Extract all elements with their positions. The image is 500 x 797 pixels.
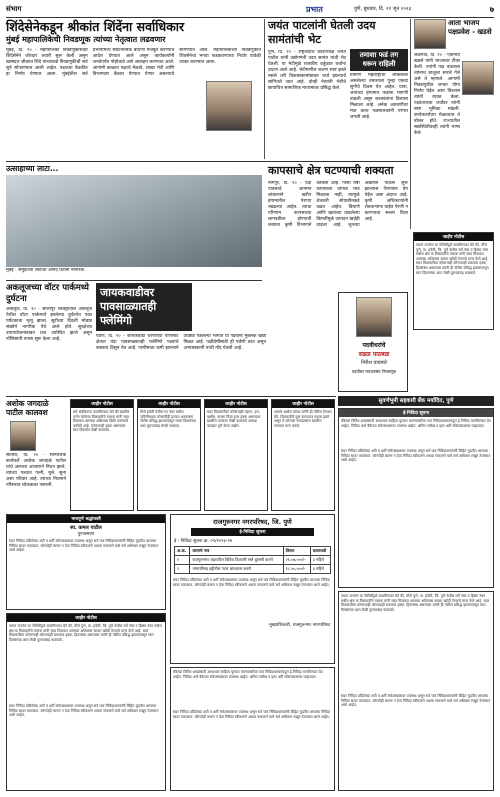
zp-cell: ३ महिने [310, 556, 330, 565]
main-subhead: मुंबई महापालिकेची निवडणूक त्यांच्या नेतृत्वात लढवणार [6, 35, 166, 44]
bottom-right-filler: सदर निविदा प्रक्रियेच्या अटी व शर्ती संकेतस्थळावर उपलब्ध असून सर्व पात्र निविदाधारकांनी विहित मुदतीत आपल्या निविदा सादर कराव्यात. कोणतेही कारण न देता निविदा स्वीकारणे अथवा नाकारणे याचे सर्व अधिकार राखून ठेवण्यात आले आहेत. [341, 694, 491, 708]
jayant-headline: जयंत पाटलांनी घेतली उदय सामंतांची भेट [268, 19, 376, 46]
section-rule-3 [6, 396, 336, 397]
right-notice-body: तमाम जनतेस या नोटीसीद्वारे कळविण्यात येते की, मौजे पुणे, ता. हवेली, जि. पुणे येथील सर्वे नंबर व हिस्सा नंबर मधील क्षेत्र या मिळकतीचे मालक यांनी सदर मिळकत आमच्या अशिलास कायम खरेदी देण्याचे मान्य केले आहे. सदर मिळकतीवर कोणाचाही कोणत्याही प्रकारचा हक्क, हितसंबंध असल्यास त्यांनी ही नोटीस प्रसिद्ध झाल्यापासून सात दिवसांच्या आत लेखी पुराव्यासह कळवावे. [416, 243, 489, 275]
main-story [6, 19, 261, 159]
patil-body: सातारा, दि. २० - सामाजिक कार्यकर्ते अशोक जगदाळे पाटील यांचे अल्पशा आजाराने निधन झाले. त्यांच्या पश्चात पत्नी, मुले, सुना असा परिवार आहे. त्यांच्या निधनाने परिसरात शोककळा पसरली. [6, 453, 66, 488]
notice-1 [70, 399, 134, 511]
notice-4-title: जाहीर नोटीस [272, 400, 334, 408]
corner-ad-note: पुण्यस्मरण [77, 532, 95, 537]
right-headline: आता भाजप पक्षप्रवेश - खडसे [448, 19, 492, 36]
right-inset-photo [462, 61, 494, 95]
notice-4-body: आमचे अशील यांच्या वतीने ही नोटीस देण्यात येते. मिळकतीचे मूळ कागदपत्र गहाळ झाले असून ते कोणास सापडल्यास खालील पत्त्यावर परत करावे. [274, 410, 332, 428]
zp-cell: २ [175, 565, 190, 574]
right-body: जळगाव, दि. २० - एकनाथ खडसे यांनी भाजपवर टीका केली. ज्यांनी पक्ष वाढवला त्यांनाच बाजूला सारले गेले असे ते म्हणाले. आगामी निवडणुकीत जनता योग्य निर्णय घेईल असा विश्वास त्यांनी व्यक्त केला. पक्षांतराच्या चर्चांवर त्यांनी स्पष्ट भूमिका मांडली. कार्यकर्त्यांच्या मेळाव्यात ते बोलत होते. राज्यातील सद्यस्थितीवरही त्यांनी भाष्य केले. [414, 53, 460, 136]
tender-filler: सदर निविदा प्रक्रियेच्या अटी व शर्ती संकेतस्थळावर उपलब्ध असून सर्व पात्र निविदाधारकांनी विहित मुदतीत आपल्या निविदा सादर कराव्यात. कोणतेही कारण न देता निविदा स्वीकारणे अथवा नाकारणे याचे सर्व अधिकार राखून ठेवण्यात आले आहेत. [341, 449, 491, 463]
page-number: ७ [489, 5, 494, 14]
zp-th-time: कालावधी [310, 547, 330, 556]
notice-2 [137, 399, 201, 511]
zp-title: राजगुरुनगर नगरपरिषद, जि. पुणे [213, 518, 292, 526]
jayakwadi-headline: जायकवाडीवर पावसाळ्यातही फ्लेमिंगो [96, 283, 192, 331]
candidate-photo [356, 297, 392, 337]
zp-cell: नगरपरिषद हद्दीतील गटार बांधकाम करणे [190, 565, 283, 574]
date-line: पुणे, बुधवार, दि. २१ जून २०२३ [354, 6, 412, 12]
photo-caption: उत्साहाच्या लाटा... [6, 164, 59, 173]
cotton-body: नागपूर, दि. २० - यंदा पावसाचे आगमन लांबल्याने खरीप हंगामातील पेरण्या रखडल्या आहेत. त्याचा परिणाम कापसाच्या लागवडीवर होण्याची शक्यता कृषी विभागाने वर्तवली आहे. गेल्या वर्षी कापसाला चांगला भाव मिळाला नाही, त्यामुळे शेतकरी सोयाबीनकडे वळत आहेत. बियाणे आणि खतांच्या वाढलेल्या किमतींमुळे उत्पादन खर्चही वाढला आहे. जूनच्या अखेरीस पाऊस सुरू झाल्यास पेरण्यांना वेग येईल असा अंदाज आहे. कृषी अधिकाऱ्यांनी शेतकऱ्यांना घाईत पेरणी न करण्याचा सल्ला दिला आहे. [268, 181, 408, 228]
bottom-notice-filler: सदर निविदा प्रक्रियेच्या अटी व शर्ती संकेतस्थळावर उपलब्ध असून सर्व पात्र निविदाधारकांनी विहित मुदतीत आपल्या निविदा सादर कराव्यात. कोणतेही कारण न देता निविदा स्वीकारणे अथवा नाकारणे याचे सर्व अधिकार राखून ठेवण्यात आले आहेत. [9, 704, 159, 718]
right-notice-title: जाहीर नोटीस [414, 233, 493, 241]
notice-2-body: मौजे हवेली येथील गट नंबर मधील जमिनीबाबत कोणाचीही हरकत असल्यास नोटीस प्रसिद्ध झाल्यापासून पंधरा दिवसांच्या आत पुराव्यासह संपर्क साधावा. [140, 410, 196, 428]
tamasha-body: ग्रामीण महाराष्ट्राची लोककला असलेल्या तमाशाला पुन्हा एकदा सुगीचे दिवस येत आहेत. यात्रा, जत्रांच्या हंगामात फडांना मागणी वाढली असून कलावंतांना दिलासा मिळाला आहे. अनेक अडचणींवर मात करत फडमालकांनी परंपरा जपली आहे. [350, 73, 408, 120]
candidate-ad-title: पदवीधरांचे [362, 342, 386, 349]
zp-subtitle: ई-निविदा सूचना [191, 528, 314, 536]
col-divider-2 [410, 19, 411, 229]
zp-table-header [175, 547, 331, 556]
water-story [6, 283, 92, 393]
bottom-middle-filler: सदर निविदा प्रक्रियेच्या अटी व शर्ती संकेतस्थळावर उपलब्ध असून सर्व पात्र निविदाधारकांनी विहित मुदतीत आपल्या निविदा सादर कराव्यात. कोणतेही कारण न देता निविदा स्वीकारणे अथवा नाकारणे याचे सर्व अधिकार राखून ठेवण्यात आले आहेत. [173, 710, 331, 719]
jayakwadi-body: पैठण, दि. २० - जायकवाडी धरणाच्या पाणलोट क्षेत्रात यंदा पावसाळ्यातही फ्लेमिंगो पक्ष्यांचे वास्तव्य दिसून येत आहे. पाणीसाठा कमी झाल्याने उघड्या पडलेल्या भागात या पक्ष्यांना मुबलक खाद्य मिळत आहे. पक्षीप्रेमींसाठी ही पर्वणी ठरत असून अभ्यासकांनी याची नोंद घेतली आहे. [96, 334, 266, 351]
zp-th-work: कामाचे नाव [190, 547, 283, 556]
patil-headline: अशोक जगदाळे पाटील कालवश [6, 399, 49, 417]
jayant-story [268, 19, 408, 159]
zp-cell: १ [175, 556, 190, 565]
zp-filler: सदर निविदा प्रक्रियेच्या अटी व शर्ती संकेतस्थळावर उपलब्ध असून सर्व पात्र निविदाधारकांनी विहित मुदतीत आपल्या निविदा सादर कराव्यात. कोणतेही कारण न देता निविदा स्वीकारणे अथवा नाकारणे याचे सर्व अधिकार राखून ठेवण्यात आले आहेत. [173, 578, 331, 587]
zp-cell: २१,०७,०००/- [283, 556, 310, 565]
photo-credit: मुंबई : समुद्राच्या लाटांचा आनंद घेताना नागरिक. [6, 268, 86, 273]
tamasha-box [350, 49, 408, 157]
right-notice [413, 232, 494, 330]
paper-logo: प्रभात [306, 5, 323, 14]
notice-1-body: सर्व संबंधितांना कळविण्यात येते की खालील वर्णन केलेल्या मिळकतीचे मालक यांनी सदर मिळकत आमच्या अशिलास विक्री करण्याचे ठरविले आहे. कोणाचाही हक्क असल्यास सात दिवसांत लेखी कळवावे. [73, 410, 130, 433]
candidate-ad [338, 292, 408, 392]
bottom-middle-notice [170, 667, 335, 791]
zp-footer: मुख्याधिकारी, राजगुरुनगर नगरपरिषद [269, 623, 330, 628]
bottom-right-body: तमाम जनतेस या नोटीसीद्वारे कळविण्यात येते की, मौजे पुणे, ता. हवेली, जि. पुणे येथील सर्वे नंबर व हिस्सा नंबर मधील क्षेत्र या मिळकतीचे मालक यांनी सदर मिळकत आमच्या अशिलास कायम खरेदी देण्याचे मान्य केले आहे. सदर मिळकतीवर कोणाचाही कोणत्याही प्रकारचा हक्क, हितसंबंध असल्यास त्यांनी ही नोटीस प्रसिद्ध झाल्यापासून सात दिवसांच्या आत लेखी पुराव्यासह कळवावे. [341, 594, 490, 612]
patil-photo [10, 421, 36, 451]
masthead-rule [6, 17, 494, 18]
main-body: मुंबई, दि. २० - महापालिका निवडणुकीसाठी शिंदेसेनेने जोरदार तयारी सुरू केली असून खासदार श्रीकांत शिंदे यांच्याकडे निवडणुकीची सर्व सूत्रे सोपवण्यात आली आहेत. पक्षाच्या बैठकीत हा निर्णय घेण्यात आला. मुंबईतील सर्व प्रभागांमध्ये संघटनात्मक बांधणी मजबूत करण्याचे आदेश देण्यात आले असून कार्यकर्त्यांनी जनतेपर्यंत पोहोचावे असे आवाहन करण्यात आले. आगामी काळात पक्षाचे मेळावे, शाखा भेटी आणि विभागवार बैठका घेण्यात येणार असल्याचे सांगण्यात आले. महापालिकेच्या निवडणुकीत शिवसेनेचा भगवा फडकवण्याचा निर्धार यावेळी व्यक्त करण्यात आला. [6, 48, 261, 77]
section-label: संभाग [6, 5, 22, 13]
bottom-middle-body: बँकेच्या विविध शाखांसाठी आवश्यक साहित्य पुरवठा करण्याकरिता पात्र निविदाधारकांकडून ई-निविदा मागविण्यात येत आहेत. निविदा अर्ज बँकेच्या संकेतस्थळावर उपलब्ध आहेत. अंतिम तारीख व इतर अटी संकेतस्थळावर पाहाव्यात. [173, 670, 323, 679]
zp-tender [170, 514, 335, 664]
cotton-story [268, 164, 408, 288]
zp-table [174, 546, 331, 574]
tender-body: बँकेच्या विविध शाखांसाठी आवश्यक साहित्य पुरवठा करण्याकरिता पात्र निविदाधारकांकडून ई-निविदा मागविण्यात येत आहेत. निविदा अर्ज बँकेच्या संकेतस्थळावर उपलब्ध आहेत. अंतिम तारीख व इतर अटी संकेतस्थळावर पाहाव्यात. [341, 419, 491, 428]
water-body: अकलूज, दि. २० - सोलापूर जिल्ह्यातील अकलूज येथील वॉटर पार्कमध्ये झालेल्या दुर्घटनेत एका पर्यटकाचा मृत्यू झाला. सुटीच्या दिवशी मोठ्या संख्येने नागरिक येथे आले होते. सुरक्षेच्या उपाययोजनांबाबत प्रश्न उपस्थित झाले असून पोलिसांनी तपास सुरू केला आहे. [6, 307, 92, 342]
zp-line: ई - निविदा सूचना क्र. ०९/२०२३-२४ [174, 539, 233, 544]
table-row [175, 556, 331, 565]
section-rule-2 [6, 280, 262, 281]
notice-3 [204, 399, 268, 511]
shrikant-photo [206, 81, 252, 131]
right-story [414, 19, 494, 229]
section-rule-1 [6, 161, 408, 162]
bottom-notice-body: तमाम जनतेस या नोटीसीद्वारे कळविण्यात येते की, मौजे पुणे, ता. हवेली, जि. पुणे येथील सर्वे नंबर व हिस्सा नंबर मधील क्षेत्र या मिळकतीचे मालक यांनी सदर मिळकत आमच्या अशिलास कायम खरेदी देण्याचे मान्य केले आहे. सदर मिळकतीवर कोणाचाही कोणत्याही प्रकारचा हक्क, हितसंबंध असल्यास त्यांनी ही नोटीस प्रसिद्ध झाल्यापासून सात दिवसांच्या आत लेखी पुराव्यासह कळवावे. [9, 624, 162, 642]
zp-th-cost: किंमत [283, 547, 310, 556]
jayakwadi-story [96, 283, 266, 393]
notice-2-title: जाहीर नोटीस [138, 400, 200, 408]
zp-cell: राजगुरुनगर शहरातील विविध ठिकाणी रस्ते दुरुस्ती करणे [190, 556, 283, 565]
khadse-photo [414, 19, 446, 49]
tender-subbanner: ई-निविदा सूचना [339, 409, 493, 417]
main-headline: शिंदेसेनेकडून श्रीकांत शिंदेंना सर्वाधिकार [6, 19, 185, 34]
zp-th-no: अ.क्र. [175, 547, 190, 556]
corner-ad-name: स्व. कमल पाटील [70, 525, 102, 531]
jayant-body: पुणे, दि. २० - राष्ट्रवादीचे प्रदेशाध्यक्ष जयंत पाटील यांनी उद्योगमंत्री उदय सामंत यांची भेट घेतली. या भेटीमुळे राजकीय वर्तुळात चर्चांना उधाण आले आहे. भेटीमागील कारण स्पष्ट झाले नसले तरी विकासकामांबाबत चर्चा झाल्याचे सांगितले जात आहे. दोन्ही नेत्यांनी भेटीचे छायाचित्र सामाजिक माध्यमांवर प्रसिद्ध केले. [268, 50, 346, 91]
corner-ad-filler: सदर निविदा प्रक्रियेच्या अटी व शर्ती संकेतस्थळावर उपलब्ध असून सर्व पात्र निविदाधारकांनी विहित मुदतीत आपल्या निविदा सादर कराव्यात. कोणतेही कारण न देता निविदा स्वीकारणे अथवा नाकारणे याचे सर्व अधिकार राखून ठेवण्यात आले आहेत. [9, 539, 159, 553]
tamasha-headline: तमाशा फडं तग धरून राहिली [350, 49, 408, 71]
notice-3-body: सदर मिळकतीवर कोणाचाही गहाण, दान, बक्षीस, वारसा किंवा इतर हक्क असल्यास खालील पत्त्यावर लेखी कळवावे अन्यथा व्यवहार पूर्ण केला जाईल. [207, 410, 261, 428]
notice-3-title: जाहीर नोटीस [205, 400, 267, 408]
notice-4 [271, 399, 335, 511]
water-headline: अकलूजच्या वॉटर पार्कमध्ये दुर्घटना [6, 283, 89, 304]
candidate-ad-subtitle: सढळ पाठबळ [358, 351, 390, 358]
photo-block [6, 164, 262, 276]
masthead [6, 4, 494, 16]
zp-cell: १८,५०,०००/- [283, 565, 310, 574]
candidate-ad-footer: पदवीधर मतदारसंघ निवडणूक [351, 369, 397, 374]
tender-banner [338, 396, 494, 406]
table-row [175, 565, 331, 574]
bottom-notice [6, 613, 166, 791]
zp-cell: ३ महिने [310, 565, 330, 574]
corner-ad [6, 514, 166, 610]
col-divider-1 [264, 19, 265, 159]
tender-banner-text: सुवर्णभूमी सहकारी बँक मर्यादित, पुणे [378, 398, 454, 404]
bottom-notice-title: जाहीर नोटीस [7, 614, 165, 622]
notice-1-title: जाहीर नोटीस [71, 400, 133, 408]
corner-ad-title: भावपूर्ण श्रद्धांजली [7, 515, 165, 523]
tender-notice [338, 408, 494, 588]
candidate-ad-name: गिरीश वाघमारे [361, 360, 387, 366]
zp-table-wrap [171, 544, 334, 576]
patil-story [6, 399, 66, 509]
cotton-headline: कापसाचे क्षेत्र घटण्याची शक्यता [268, 164, 394, 177]
bottom-right-notice [338, 591, 494, 791]
wave-photo [6, 175, 262, 267]
